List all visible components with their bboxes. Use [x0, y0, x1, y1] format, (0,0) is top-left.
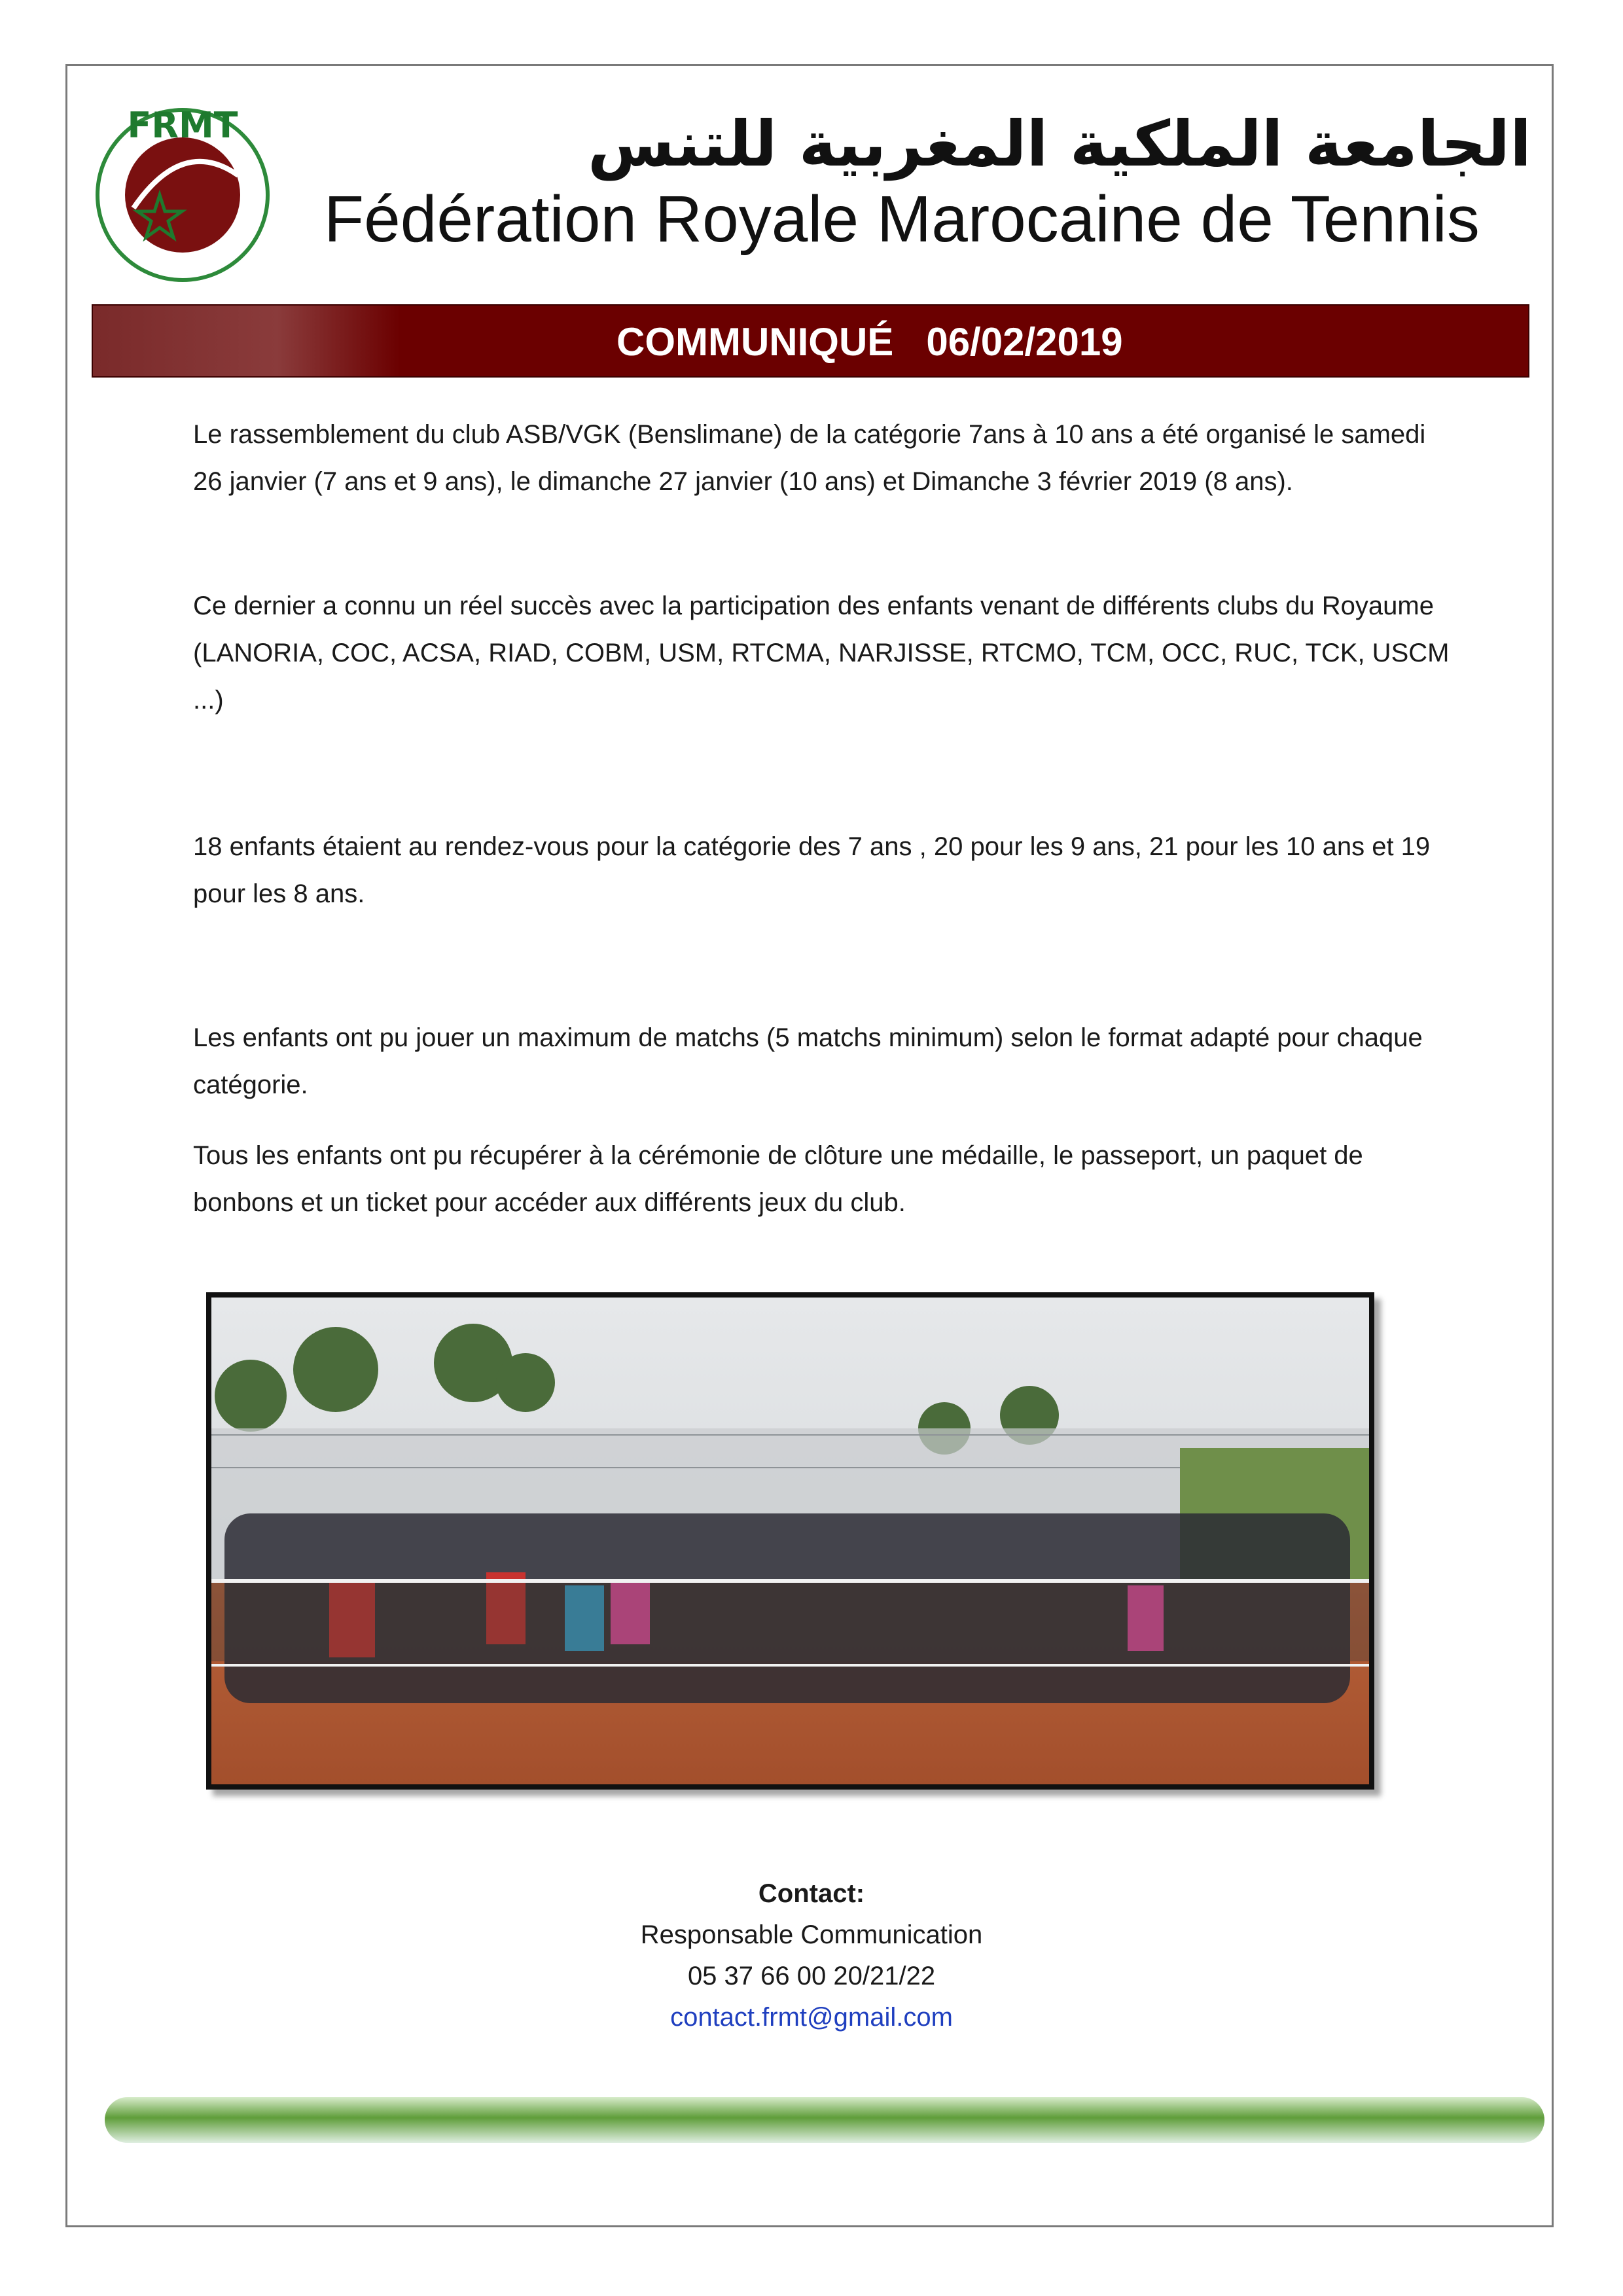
banner-title: COMMUNIQUÉ 06/02/2019 — [616, 320, 1123, 364]
paragraph-2: Ce dernier a connu un réel succès avec la participation des enfants venant de différents clubs du Royaume (LANORIA, COC, ACSA, RIAD, COBM, USM, RTCMA, NARJISSE, RTCMO, TCM, OCC, RUC, TCK, USCM ...) — [193, 592, 1450, 715]
banner-accent — [93, 306, 401, 376]
grass-divider — [105, 2091, 1544, 2149]
contact-email-link[interactable]: contact.frmt@gmail.com — [670, 2003, 953, 2032]
logo-text: FRMT — [127, 105, 238, 146]
paragraph-3: 18 enfants étaient au rendez-vous pour la catégorie des 7 ans , 20 pour les 9 ans, 21 pour les 10 ans et 19 pour les 8 ans. — [193, 832, 1431, 908]
communique-banner — [92, 304, 1529, 378]
paragraph-5: Tous les enfants ont pu récupérer à la cérémonie de clôture une médaille, le passeport, un paquet de bonbons et un ticket pour accéder aux différents jeux du club. — [193, 1141, 1363, 1217]
french-title: Fédération Royale Marocaine de Tennis — [324, 183, 1480, 256]
arabic-title: الجامعة الملكية المغربية للتنس — [587, 107, 1531, 181]
contact-title-text: Contact: — [758, 1879, 865, 1908]
frmt-logo — [88, 97, 277, 287]
contact-role: Responsable Communication — [640, 1920, 983, 1949]
contact-phone: 05 37 66 00 20/21/22 — [687, 1962, 936, 1990]
contact-email-row — [0, 1996, 1623, 2038]
paragraph-1: Le rassemblement du club ASB/VGK (Benslimane) de la catégorie 7ans à 10 ans a été organisé le samedi 26 janvier (7 ans et 9 ans), le dimanche 27 janvier (10 ans) et Dimanche 3 février 2019 (8 ans). — [193, 420, 1426, 496]
group-photo — [206, 1292, 1374, 1790]
paragraph-4: Les enfants ont pu jouer un maximum de matchs (5 matchs minimum) selon le format adapté pour chaque catégorie. — [193, 1023, 1423, 1099]
contact-title — [0, 1873, 1623, 1915]
